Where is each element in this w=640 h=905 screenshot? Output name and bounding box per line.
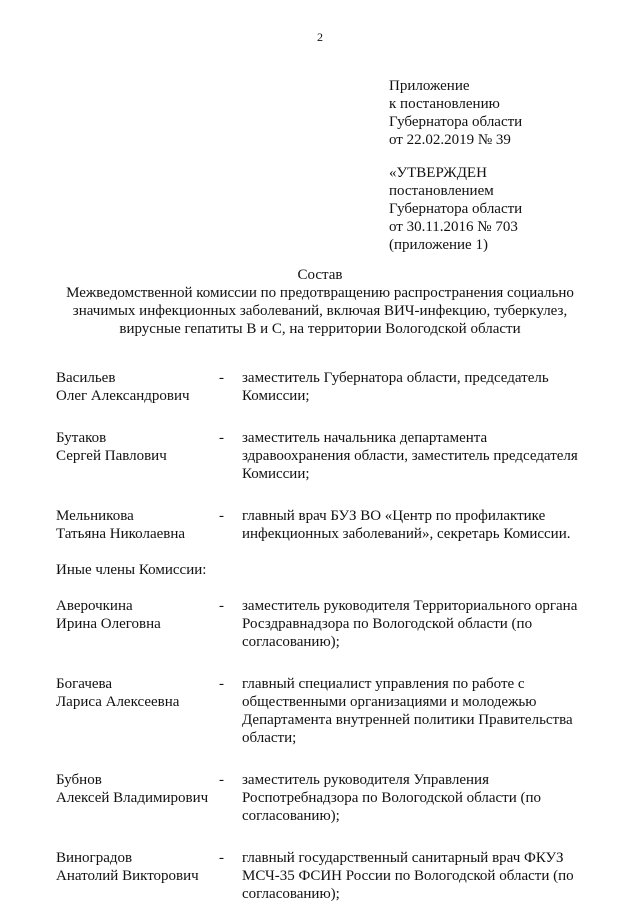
member-given-names: Татьяна Николаевна — [56, 526, 186, 542]
member-name — [56, 675, 179, 711]
member-given-names: Анатолий Викторович — [56, 868, 199, 884]
member-surname: Мельникова — [56, 508, 134, 524]
member-entry — [56, 429, 616, 483]
member-entry — [56, 675, 616, 747]
position-line: Комиссии; — [242, 388, 310, 404]
member-position — [242, 771, 616, 825]
position-line: Департамента внутренней политики Правительства — [242, 712, 573, 728]
member-position — [242, 849, 616, 903]
position-line: согласованию); — [242, 808, 340, 824]
member-position — [242, 675, 616, 747]
title-line: вирусные гепатиты В и С, на территории Вологодской области — [119, 321, 521, 337]
member-name — [56, 429, 167, 465]
document-title — [40, 266, 600, 338]
member-surname: Бутаков — [56, 430, 107, 446]
appendix-line: Приложение — [389, 78, 470, 94]
title-line: значимых инфекционных заболеваний, включая ВИЧ-инфекцию, туберкулез, — [72, 303, 568, 319]
member-dash: - — [219, 370, 224, 386]
position-line: заместитель руководителя Управления — [242, 772, 489, 788]
title-line: Межведомственной комиссии по предотвращению распространения социально — [66, 285, 574, 301]
member-given-names: Алексей Владимирович — [56, 790, 209, 806]
approval-line: постановлением — [389, 183, 494, 199]
position-line: главный специалист управления по работе с — [242, 676, 525, 692]
member-surname: Виноградов — [56, 850, 133, 866]
member-dash: - — [219, 508, 224, 524]
member-position — [242, 507, 616, 543]
position-line: заместитель Губернатора области, председатель — [242, 370, 549, 386]
member-surname: Богачева — [56, 676, 113, 692]
appendix-line: от 22.02.2019 № 39 — [389, 132, 511, 148]
member-entry — [56, 507, 616, 543]
member-entry — [56, 369, 616, 405]
position-line: заместитель руководителя Территориального органа — [242, 598, 578, 614]
approval-line: (приложение 1) — [389, 237, 488, 253]
member-given-names: Ирина Олеговна — [56, 616, 161, 632]
member-position — [242, 429, 616, 483]
member-surname: Бубнов — [56, 772, 102, 788]
position-line: МСЧ-35 ФСИН России по Вологодской области (по — [242, 868, 574, 884]
approval-line: «УТВЕРЖДЕН — [389, 165, 487, 181]
page-number: 2 — [317, 30, 323, 44]
position-line: главный врач БУЗ ВО «Центр по профилактике — [242, 508, 546, 524]
member-given-names: Олег Александрович — [56, 388, 190, 404]
member-dash: - — [219, 850, 224, 866]
member-dash: - — [219, 430, 224, 446]
member-entry — [56, 849, 616, 903]
appendix-line: Губернатора области — [389, 114, 523, 130]
position-line: Комиссии; — [242, 466, 310, 482]
member-entry — [56, 597, 616, 651]
approval-line: от 30.11.2016 № 703 — [389, 219, 518, 235]
approval-stamp — [389, 164, 522, 254]
position-line: Росздравнадзора по Вологодской области (по — [242, 616, 533, 632]
position-line: здравоохранения области, заместитель председателя — [242, 448, 578, 464]
member-name — [56, 369, 190, 405]
approval-line: Губернатора области — [389, 201, 523, 217]
other-members-heading: Иные члены Комиссии: — [56, 562, 207, 578]
position-line: заместитель начальника департамента — [242, 430, 488, 446]
position-line: инфекционных заболеваний», секретарь Комиссии. — [242, 526, 571, 542]
member-surname: Васильев — [56, 370, 116, 386]
member-position — [242, 369, 616, 405]
position-line: согласованию); — [242, 886, 340, 902]
member-dash: - — [219, 772, 224, 788]
appendix-reference — [389, 77, 522, 149]
member-given-names: Лариса Алексеевна — [56, 694, 180, 710]
title-heading: Состав — [297, 267, 343, 283]
member-name — [56, 597, 161, 633]
member-entry — [56, 771, 616, 825]
appendix-line: к постановлению — [389, 96, 500, 112]
position-line: согласованию); — [242, 634, 340, 650]
position-line: Роспотребнадзора по Вологодской области (по — [242, 790, 542, 806]
member-position — [242, 597, 616, 651]
commission-members-list — [56, 369, 616, 903]
member-surname: Аверочкина — [56, 598, 133, 614]
member-name — [56, 771, 208, 807]
member-given-names: Сергей Павлович — [56, 448, 167, 464]
position-line: области; — [242, 730, 297, 746]
position-line: общественными организациями и молодежью — [242, 694, 537, 710]
member-dash: - — [219, 598, 224, 614]
member-name — [56, 507, 185, 543]
position-line: главный государственный санитарный врач ФКУЗ — [242, 850, 564, 866]
member-name — [56, 849, 199, 885]
member-dash: - — [219, 676, 224, 692]
